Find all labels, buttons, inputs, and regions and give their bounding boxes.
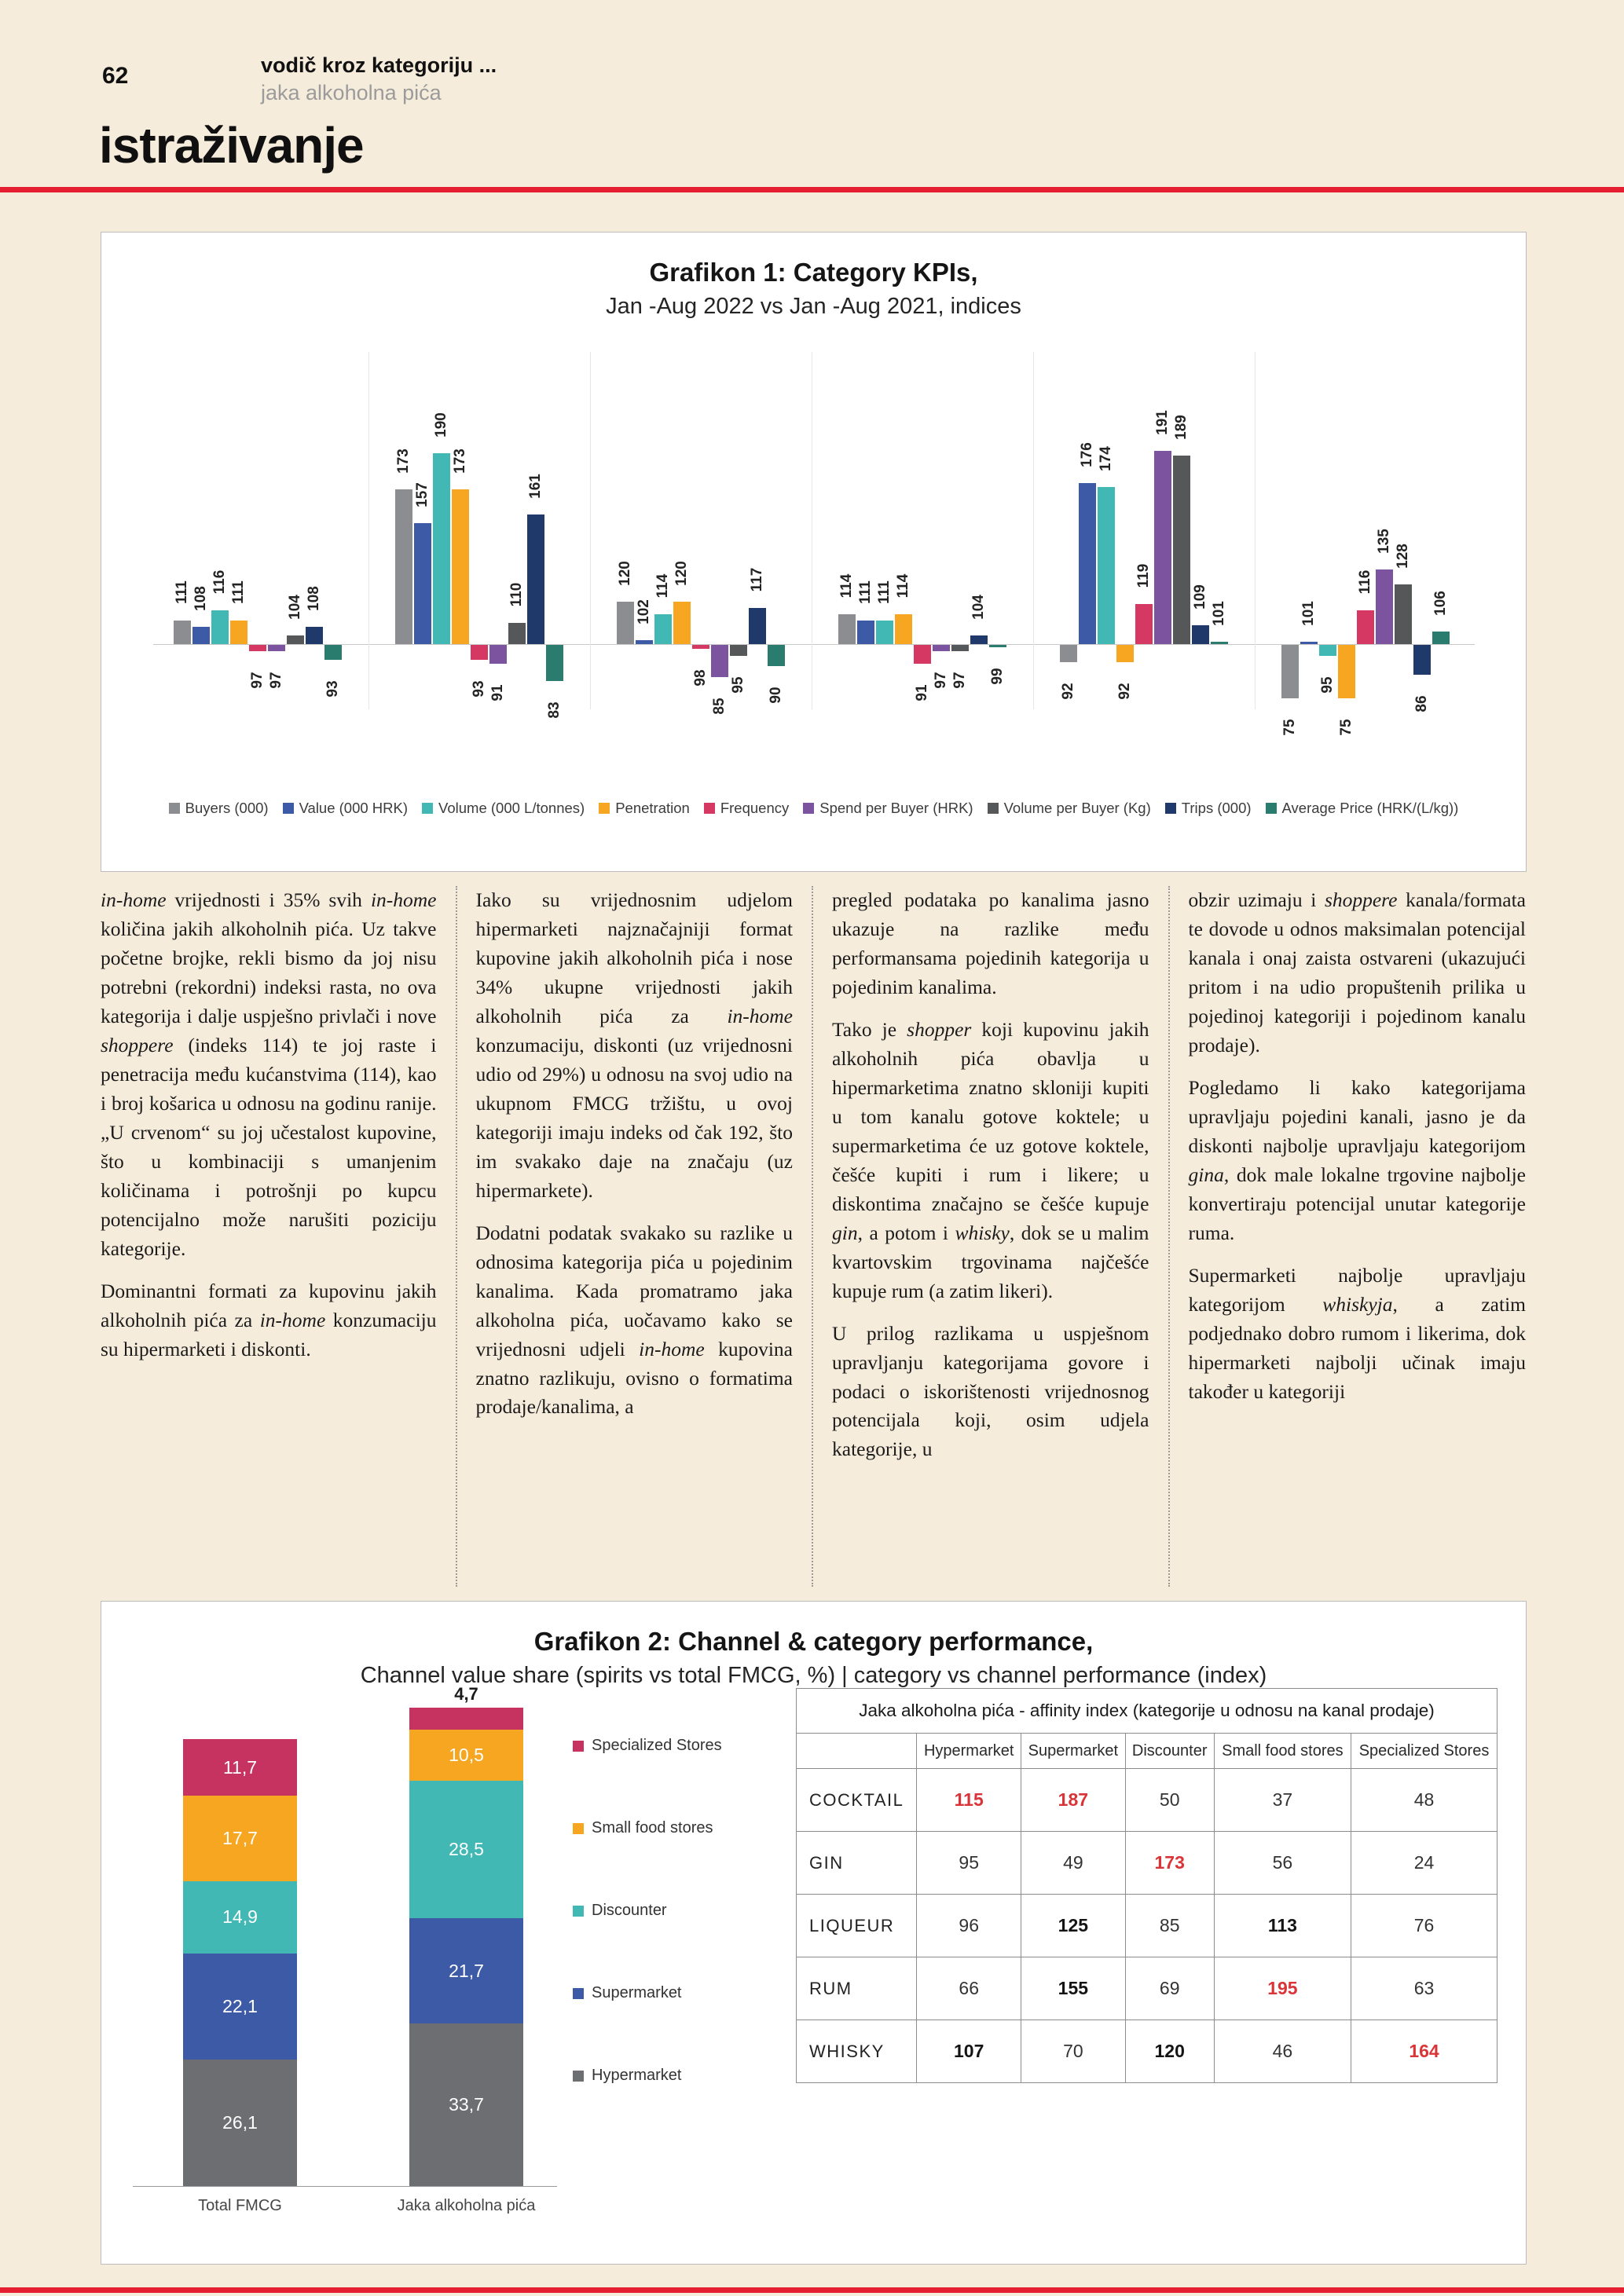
legend-item	[573, 2067, 722, 2085]
legend-swatch	[803, 803, 814, 814]
kpi-bar	[1116, 645, 1134, 662]
affinity-value: 195	[1214, 1957, 1351, 2020]
kpi-bar	[1173, 456, 1190, 644]
kpi-bar-value: 190	[433, 412, 449, 438]
kpi-bar	[211, 610, 229, 644]
kpi-bar-value: 108	[192, 586, 209, 611]
legend-item	[573, 1819, 722, 1837]
stack-segment: 26,1	[183, 2060, 297, 2186]
paragraph: Dodatni podatak svakako su razlike u odnosima kategorija pića u pojedinim kanalima. Kada promatramo jaka alkoholna pića, uočavamo kako se vrijednosni udjeli in-home kupovina znatno razlikuju, ovisno o formatima prodaje/kanalima, a	[475, 1221, 793, 1419]
kpi-bar	[433, 453, 450, 644]
kpi-bar-value: 101	[1300, 601, 1317, 626]
kpi-bar	[546, 645, 563, 681]
legend-label: Small food stores	[592, 1819, 713, 1836]
kpi-bar	[414, 523, 431, 644]
affinity-value: 95	[917, 1832, 1021, 1895]
kpi-bar	[876, 621, 893, 644]
legend-swatch	[422, 803, 433, 814]
legend-item	[573, 1902, 722, 1920]
kpi-bar	[174, 621, 191, 644]
affinity-value: 115	[917, 1769, 1021, 1832]
kpi-bar	[989, 645, 1006, 647]
baseline-axis	[153, 644, 1475, 645]
chart1-title: Grafikon 1: Category KPIs,	[649, 258, 978, 287]
kpi-bar	[489, 645, 507, 664]
kpi-plot	[153, 352, 1475, 760]
kpi-bar-value: 111	[857, 580, 874, 604]
x-axis	[133, 2186, 557, 2187]
kpi-bar-value: 109	[1192, 584, 1208, 610]
stack-plot	[101, 1683, 573, 2239]
accent-rule-bottom	[0, 2287, 1624, 2293]
kpi-bar	[1211, 642, 1228, 644]
kpi-bar	[287, 635, 304, 644]
kpi-bar-value: 114	[838, 573, 855, 599]
article-column-4	[1170, 886, 1527, 1587]
kicker	[261, 52, 497, 107]
kpi-bar	[395, 489, 412, 644]
affinity-value: 125	[1021, 1895, 1126, 1957]
kpi-bar	[768, 645, 785, 666]
kpi-bar-value: 106	[1432, 591, 1449, 616]
kpi-bar	[749, 608, 766, 644]
kpi-bar	[452, 489, 469, 644]
kpi-bar-value: 176	[1079, 442, 1095, 467]
affinity-row	[797, 1957, 1498, 2020]
kpi-bar-value: 120	[673, 561, 690, 586]
chart1-subtitle: Jan -Aug 2022 vs Jan -Aug 2021, indices	[606, 294, 1021, 319]
affinity-value: 113	[1214, 1895, 1351, 1957]
kpi-bar-value: 128	[1395, 544, 1411, 569]
kpi-bar-value: 97	[951, 672, 968, 689]
kpi-bar	[1192, 625, 1209, 644]
affinity-value: 24	[1351, 1832, 1498, 1895]
kpi-bar-value: 83	[546, 701, 563, 719]
affinity-value: 63	[1351, 1957, 1498, 2020]
kpi-bar	[1060, 645, 1077, 662]
kpi-bar	[192, 627, 210, 644]
section-title: istraživanje	[99, 117, 364, 174]
legend-label: Buyers (000)	[185, 800, 269, 816]
affinity-value: 173	[1125, 1832, 1214, 1895]
paragraph: Iako su vrijednosnim udjelom hipermarketi najznačajniji format kupovine jakih alkoholnih pića i nose 34% ukupne vrijednosti jakih alkoholnih pića za in-home konzumaciju, diskonti (uz vrijednosni udio od 29%) u odnosu na svoj udio na ukupnom FMCG tržištu, u ovoj kategoriji imaju indeks od čak 192, što im svakako daje na značaju (uz hipermarkete).	[475, 888, 793, 1202]
paragraph: U prilog razlikama u uspješnom upravljanju kategorijama govore i podaci o iskorištenosti vrijednosnog potencijala koji, osim udjela kategorije, u	[832, 1321, 1149, 1461]
kpi-bar	[654, 614, 672, 644]
affinity-value: 46	[1214, 2020, 1351, 2083]
group-separator	[368, 352, 369, 709]
affinity-col-header: Supermarket	[1021, 1734, 1126, 1769]
article-columns	[101, 886, 1526, 1587]
kpi-bar-value: 92	[1060, 683, 1076, 700]
affinity-row-label: COCKTAIL	[797, 1769, 917, 1832]
legend-label: Volume per Buyer (Kg)	[1003, 800, 1151, 816]
kpi-bar	[527, 514, 544, 644]
stack-segment: 11,7	[183, 1739, 297, 1796]
chart2-card	[101, 1601, 1527, 2265]
legend-item	[1266, 800, 1459, 817]
kpi-bar	[1098, 487, 1115, 644]
kpi-bar	[230, 621, 247, 644]
legend-label: Average Price (HRK/(L/kg))	[1281, 800, 1459, 816]
legend-item	[704, 800, 789, 817]
legend-swatch	[988, 803, 999, 814]
legend-item	[422, 800, 585, 817]
affinity-row	[797, 2020, 1498, 2083]
page-number: 62	[102, 63, 129, 89]
kpi-bar	[970, 635, 988, 644]
kpi-bar-value: 116	[1357, 569, 1373, 595]
affinity-table-grid	[796, 1688, 1498, 2083]
kpi-bar-value: 95	[730, 676, 746, 694]
group-separator	[1033, 352, 1034, 709]
legend-label: Specialized Stores	[592, 1737, 722, 1754]
stack-segment: 10,5	[409, 1730, 523, 1781]
affinity-value: 48	[1351, 1769, 1498, 1832]
kpi-bar	[306, 627, 323, 644]
affinity-value: 120	[1125, 2020, 1214, 2083]
kpi-bar-value: 102	[636, 599, 652, 624]
kpi-bar-value: 99	[989, 668, 1006, 685]
kpi-bar-value: 135	[1376, 529, 1392, 554]
legend-item	[599, 800, 690, 817]
legend-swatch	[169, 803, 180, 814]
affinity-col-header: Hypermarket	[917, 1734, 1021, 1769]
kpi-bar-value: 161	[527, 474, 544, 499]
kpi-bar	[914, 645, 931, 664]
category-label: Total FMCG	[198, 2197, 282, 2214]
paragraph: pregled podataka po kanalima jasno ukazuje na razlike među performansama pojedinih kategorija u pojedinim kanalima.	[832, 888, 1149, 998]
legend-swatch	[573, 1741, 584, 1752]
channel-legend	[573, 1737, 722, 2085]
kpi-bar	[471, 645, 488, 660]
kpi-bar-value: 104	[287, 595, 303, 620]
kpi-bar-value: 111	[174, 580, 190, 604]
stack-segment: 14,9	[183, 1881, 297, 1954]
kpi-bar	[673, 602, 691, 644]
kpi-bar-value: 92	[1116, 683, 1133, 700]
affinity-col-header	[797, 1734, 917, 1769]
legend-swatch	[573, 2071, 584, 2082]
affinity-row-label: GIN	[797, 1832, 917, 1895]
paragraph: in-home vrijednosti i 35% svih in-home količina jakih alkoholnih pića. Uz takve početne brojke, rekli bismo da joj nisu potrebni (rekordni) indeksi rasta, no ova kategorija i dalje uspješno privlači i nove shoppere (indeks 114) te joj raste i penetracija među kućanstvima (114), kao i broj košarica u odnosu na godinu ranije. „U crvenom“ su joj učestalost kupovine, što u kombinaciji s umanjenim količinama i potrošnji po kupcu potencijalno može narušiti poziciju kategorije.	[101, 888, 437, 1260]
kpi-bar	[324, 645, 342, 660]
kpi-bar-value: 91	[914, 684, 930, 701]
kpi-legend	[125, 800, 1502, 817]
legend-swatch	[599, 803, 610, 814]
kpi-bar-value: 173	[452, 449, 468, 474]
kpi-bar	[1319, 645, 1336, 656]
kpi-bar-value: 114	[654, 573, 671, 599]
legend-item	[988, 800, 1151, 817]
kpi-bar-value: 119	[1135, 563, 1152, 588]
legend-label: Discounter	[592, 1902, 667, 1919]
group-separator	[1255, 352, 1256, 709]
affinity-col-header: Specialized Stores	[1351, 1734, 1498, 1769]
affinity-value: 69	[1125, 1957, 1214, 2020]
kpi-bar-value: 157	[414, 482, 431, 507]
kpi-bar	[1135, 604, 1153, 644]
kpi-bar-value: 97	[249, 672, 266, 689]
stack-segment: 17,7	[183, 1796, 297, 1881]
kpi-bar	[730, 645, 747, 656]
group-separator	[590, 352, 591, 709]
kpi-bar	[1300, 642, 1318, 644]
paragraph: Pogledamo li kako kategorijama upravljaju pojedini kanali, jasno je da diskonti najbolje upravljaju kategorijom gina, dok male lokalne trgovine najbolje konvertiraju potencijal unutar kategorije ruma.	[1188, 1075, 1526, 1244]
kpi-bar-value: 116	[211, 569, 228, 595]
legend-swatch	[573, 1988, 584, 1999]
accent-rule-top	[0, 187, 1624, 192]
legend-item	[283, 800, 408, 817]
kpi-bar-value: 189	[1173, 415, 1190, 440]
kpi-bar-value: 114	[895, 573, 911, 599]
article-column-2	[457, 886, 814, 1587]
kpi-bar	[1395, 584, 1412, 644]
kpi-bar	[1154, 451, 1171, 644]
kpi-bar	[857, 621, 874, 644]
kicker-subtitle: jaka alkoholna pića	[261, 81, 442, 105]
affinity-value: 50	[1125, 1769, 1214, 1832]
stack-segment: 22,1	[183, 1954, 297, 2060]
kpi-bar-value: 104	[970, 595, 987, 620]
legend-swatch	[1165, 803, 1176, 814]
kpi-bar	[838, 614, 856, 644]
affinity-row-label: RUM	[797, 1957, 917, 2020]
kpi-bar	[1281, 645, 1299, 698]
paragraph: obzir uzimaju i shoppere kanala/formata te dovode u odnos maksimalan potencijal kanala i onaj zaista ostvareni (ukazujući pritom i na udio propuštenih prilika u pojedinoj kategoriji i pojedinom kanalu prodaje).	[1188, 888, 1526, 1056]
affinity-row-label: WHISKY	[797, 2020, 917, 2083]
stack-segment-label: 4,7	[454, 1683, 478, 1704]
affinity-row	[797, 1832, 1498, 1895]
legend-label: Volume (000 L/tonnes)	[438, 800, 585, 816]
legend-item	[169, 800, 269, 817]
paragraph: Dominantni formati za kupovinu jakih alkoholnih pića za in-home konzumaciju su hipermarketi i diskonti.	[101, 1279, 437, 1360]
affinity-row	[797, 1769, 1498, 1832]
legend-swatch	[1266, 803, 1277, 814]
kpi-bar	[508, 623, 526, 644]
kpi-bar-value: 97	[268, 672, 284, 689]
legend-item	[573, 1984, 722, 2002]
kpi-bar	[1338, 645, 1355, 698]
kpi-bar-value: 85	[711, 698, 728, 715]
legend-swatch	[573, 1906, 584, 1917]
kpi-bar	[1079, 483, 1096, 644]
kpi-bar-value: 120	[617, 561, 633, 586]
legend-label: Trips (000)	[1181, 800, 1252, 816]
kpi-bar-value: 75	[1281, 719, 1298, 736]
kpi-bar-value: 93	[471, 680, 487, 698]
kpi-bar-value: 173	[395, 449, 412, 474]
affinity-value: 70	[1021, 2020, 1126, 2083]
paragraph: Supermarketi najbolje upravljaju kategorijom whiskyja, a zatim podjednako dobro rumom i likerima, dok hipermarketi najbolji učinak imaju također u kategoriji	[1188, 1263, 1526, 1403]
legend-swatch	[573, 1823, 584, 1834]
legend-label: Hypermarket	[592, 2067, 682, 2084]
kpi-bar	[951, 645, 969, 651]
legend-label: Value (000 HRK)	[299, 800, 409, 816]
affinity-row-label: LIQUEUR	[797, 1895, 917, 1957]
affinity-value: 49	[1021, 1832, 1126, 1895]
kpi-bar	[692, 645, 709, 649]
affinity-value: 164	[1351, 2020, 1498, 2083]
kpi-bar-value: 101	[1211, 601, 1227, 626]
kpi-bar	[1432, 632, 1450, 644]
kpi-bar-value: 110	[508, 582, 525, 607]
affinity-value: 56	[1214, 1832, 1351, 1895]
kpi-bar	[933, 645, 950, 651]
kpi-bar-value: 174	[1098, 446, 1114, 471]
kpi-bar-value: 98	[692, 669, 709, 687]
kpi-bar-value: 97	[933, 672, 949, 689]
legend-item	[573, 1737, 722, 1755]
category-label: Jaka alkoholna pića	[397, 2197, 536, 2214]
affinity-value: 37	[1214, 1769, 1351, 1832]
paragraph: Tako je shopper koji kupovinu jakih alkoholnih pića obavlja u hipermarketima znatno skloniji kupiti u tom kanalu gotove koktele; u supermarketima će uz gotove koktele, češće kupiti i rum i likere; u diskontima značajno se češće kupuje gin, a potom i whisky, dok se u malim kvartovskim trgovinama najčešće kupuje rum (a zatim likeri).	[832, 1017, 1149, 1302]
affinity-value: 66	[917, 1957, 1021, 2020]
affinity-row	[797, 1895, 1498, 1957]
affinity-value: 107	[917, 2020, 1021, 2083]
kpi-bar-value: 90	[768, 687, 784, 704]
article-column-1	[101, 886, 457, 1587]
legend-label: Penetration	[615, 800, 690, 816]
kpi-bar	[711, 645, 728, 677]
kpi-bar	[268, 645, 285, 651]
kpi-bar-value: 95	[1319, 676, 1336, 694]
kpi-bar	[1413, 645, 1431, 675]
affinity-value: 187	[1021, 1769, 1126, 1832]
chart2-subtitle: Channel value share (spirits vs total FMCG, %) | category vs channel performance (index)	[360, 1663, 1267, 1688]
kpi-bar	[895, 614, 912, 644]
kpi-bar-value: 91	[489, 684, 506, 701]
legend-swatch	[704, 803, 715, 814]
chart2-title: Grafikon 2: Channel & category performance,	[533, 1627, 1094, 1656]
kpi-bar	[636, 640, 653, 644]
stack-segment	[409, 1708, 523, 1730]
affinity-col-header: Small food stores	[1214, 1734, 1351, 1769]
kpi-bar-value: 86	[1413, 695, 1430, 712]
affinity-value: 85	[1125, 1895, 1214, 1957]
kpi-bar	[1357, 610, 1374, 644]
kpi-bar	[1376, 569, 1393, 644]
kpi-bar-value: 108	[306, 586, 322, 611]
kpi-bar-value: 111	[876, 580, 893, 604]
legend-label: Supermarket	[592, 1984, 682, 2001]
kpi-bar-value: 117	[749, 567, 765, 592]
legend-label: Spend per Buyer (HRK)	[819, 800, 973, 816]
kpi-bar-value: 93	[324, 680, 341, 698]
affinity-table	[796, 1688, 1498, 2083]
affinity-value: 76	[1351, 1895, 1498, 1957]
kpi-bar-value: 191	[1154, 410, 1171, 435]
stack-segment: 28,5	[409, 1781, 523, 1918]
affinity-value: 96	[917, 1895, 1021, 1957]
legend-swatch	[283, 803, 294, 814]
affinity-col-header: Discounter	[1125, 1734, 1214, 1769]
kpi-bar-value: 111	[230, 580, 247, 604]
affinity-value: 155	[1021, 1957, 1126, 2020]
affinity-table-title: Jaka alkoholna pića - affinity index (kategorije u odnosu na kanal prodaje)	[797, 1689, 1498, 1734]
kpi-bar	[249, 645, 266, 651]
stack-segment: 33,7	[409, 2023, 523, 2186]
kicker-title: vodič kroz kategoriju ...	[261, 53, 497, 77]
kpi-bar	[617, 602, 634, 644]
chart1-card	[101, 232, 1527, 872]
stack-segment: 21,7	[409, 1918, 523, 2023]
kpi-bar-value: 75	[1338, 719, 1355, 736]
legend-label: Frequency	[720, 800, 790, 816]
legend-item	[803, 800, 973, 817]
article-column-3	[813, 886, 1170, 1587]
legend-item	[1165, 800, 1252, 817]
